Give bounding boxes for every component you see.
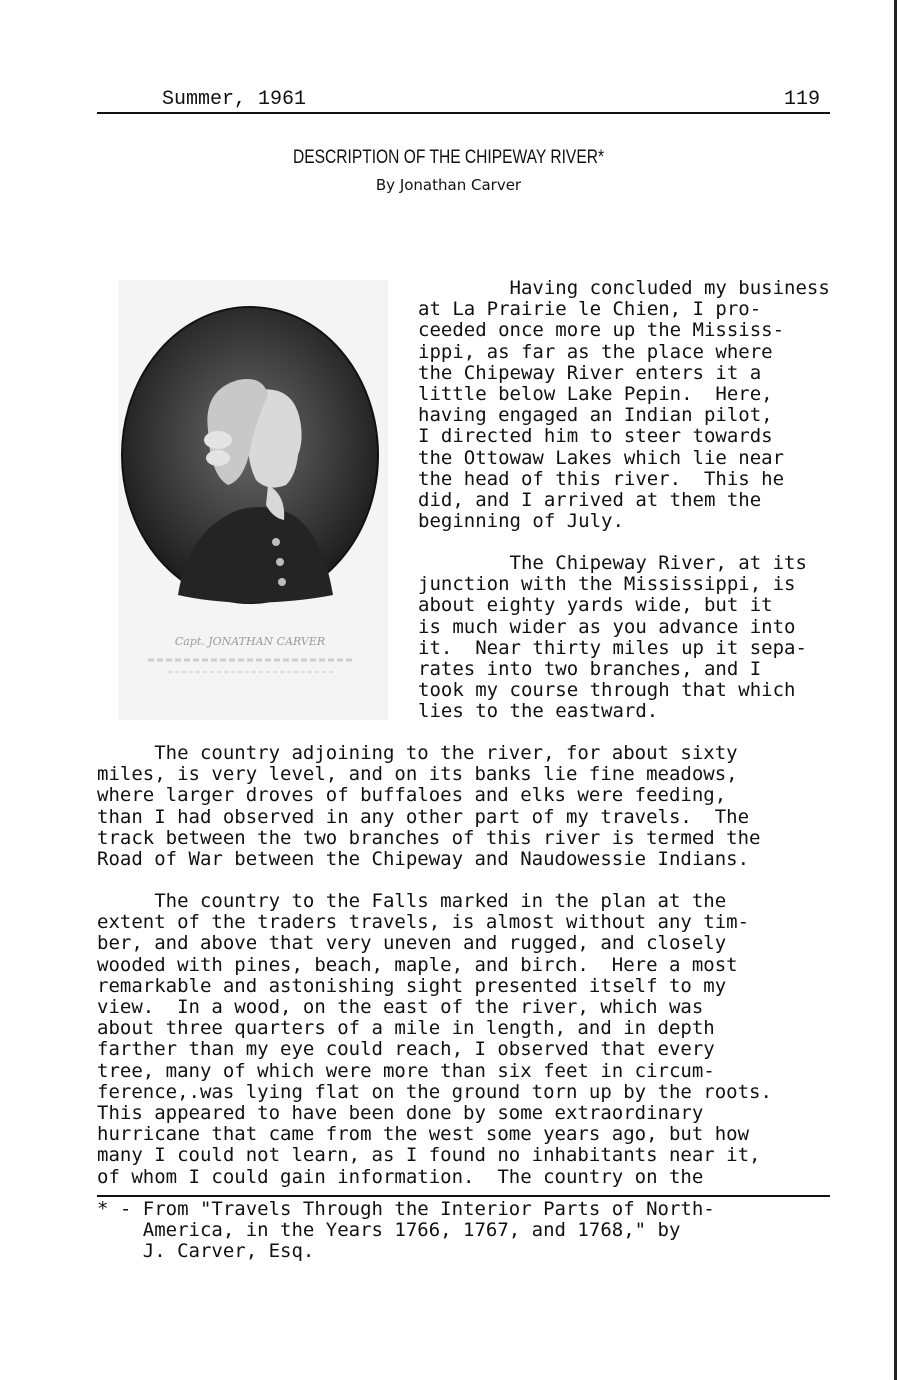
paragraph-2: The Chipeway River, at its junction with the Mississippi, is about eighty yards wide, but it is much wider as you advance into it. Near thirty miles up it sepa- rates into two branches, and I took my course through that which lies to the eastward. xyxy=(418,552,807,723)
article-byline: By Jonathan Carver xyxy=(375,176,522,194)
footnote: * - From "Travels Through the Interior Parts of North- America, in the Years 1766, 1767, and 1768," by J. Carver, Esq. xyxy=(97,1198,715,1263)
page-number: 119 xyxy=(783,88,820,111)
portrait-image xyxy=(118,280,388,720)
paragraph-3: The country adjoining to the river, for about sixty miles, is very level, and on its banks lie fine meadows, where larger droves of buffaloes and elks were feeding, than I had observed in any other part of my travels. The track between the two branches of this river is termed the Road of War between the Chipeway and Naudowessie Indians. xyxy=(97,742,761,871)
footnote-divider xyxy=(97,1195,830,1197)
svg-text:Capt. JONATHAN CARVER: Capt. JONATHAN CARVER xyxy=(174,635,326,648)
portrait-caption xyxy=(175,635,325,648)
issue-season: Summer, 1961 xyxy=(162,88,307,111)
paragraph-4: The country to the Falls marked in the plan at the extent of the traders travels, is almost without any tim- ber, and above that very uneven and rugged, and closely wooded with pines, beach, maple, and birch. Here a most remarkable and astonishing sight presented itself to my view. In a wood, on the east of the river, which was about three quarters of a mile in length, and in depth farther than my eye could reach, I observed that every tree, many of which were more than six feet in circum- ference,.was lying flat on the ground torn up by the roots. This appeared to have been done by some extraordinary hurricane that came from the west some years ago, but how many I could not learn, as I found no inhabitants near it, of whom I could gain information. The country on the xyxy=(97,890,772,1188)
portrait-engraving xyxy=(118,280,388,720)
running-header xyxy=(97,86,830,114)
paragraph-1: Having concluded my business at La Prairie le Chien, I pro- ceeded once more up the Mississ- ippi, as far as the place where the Chipeway River enters it a little below Lake Pepin. Here, having engaged an Indian pilot, I directed him to steer towards the Ottowaw Lakes which lie near the head of this river. This he did, and I arrived at them the beginning of July. xyxy=(418,277,830,533)
article-title: DESCRIPTION OF THE CHIPEWAY RIVER* xyxy=(292,147,605,168)
